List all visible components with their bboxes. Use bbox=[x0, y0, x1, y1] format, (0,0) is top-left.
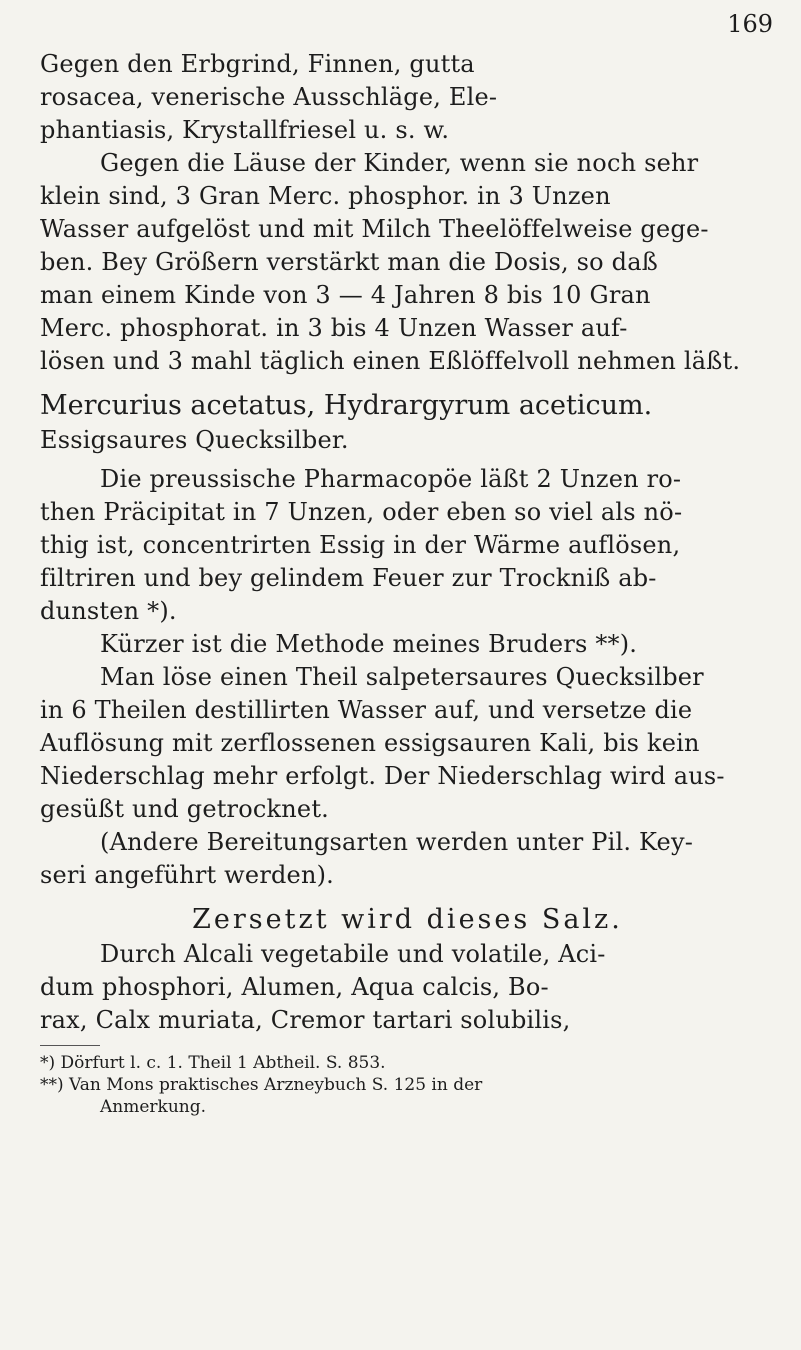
section-subheading: Essigsaures Quecksilber. bbox=[40, 426, 349, 454]
text-line: then Präcipitat in 7 Unzen, oder eben so viel als nö- bbox=[40, 498, 683, 526]
text-line: phantiasis, Krystallfriesel u. s. w. bbox=[40, 116, 450, 144]
text-line: Wasser aufgelöst und mit Milch Theelöffelweise gege- bbox=[40, 215, 709, 243]
text-line: in 6 Theilen destillirten Wasser auf, und versetze die bbox=[40, 696, 693, 724]
text-line: gesüßt und getrocknet. bbox=[40, 795, 330, 823]
text-line: filtriren und bey gelindem Feuer zur Trockniß ab- bbox=[40, 564, 657, 592]
text-line: Kürzer ist die Methode meines Bruders **). bbox=[100, 630, 638, 658]
text-line: Merc. phosphorat. in 3 bis 4 Unzen Wasser auf- bbox=[40, 314, 628, 342]
section-heading: Zersetzt wird dieses Salz. bbox=[192, 904, 623, 935]
text-line: lösen und 3 mahl täglich einen Eßlöffelvoll nehmen läßt. bbox=[40, 347, 741, 375]
text-line: Niederschlag mehr erfolgt. Der Niederschlag wird aus- bbox=[40, 762, 725, 790]
footnote: **) Van Mons praktisches Arzneybuch S. 125 in der bbox=[40, 1075, 483, 1095]
text-line: dum phosphori, Alumen, Aqua calcis, Bo- bbox=[40, 973, 549, 1001]
text-line: Gegen den Erbgrind, Finnen, gutta bbox=[40, 50, 475, 78]
text-line: ben. Bey Größern verstärkt man die Dosis, so daß bbox=[40, 248, 658, 276]
text-line: Durch Alcali vegetabile und volatile, Aci- bbox=[100, 940, 606, 968]
text-line: klein sind, 3 Gran Merc. phosphor. in 3 Unzen bbox=[40, 182, 611, 210]
text-line: Man löse einen Theil salpetersaures Quecksilber bbox=[100, 663, 704, 691]
text-line: rax, Calx muriata, Cremor tartari solubilis, bbox=[40, 1006, 571, 1034]
text-line: seri angeführt werden). bbox=[40, 861, 335, 889]
footnote: Anmerkung. bbox=[100, 1097, 207, 1117]
page-number: 169 bbox=[727, 10, 773, 38]
footnote: *) Dörfurt l. c. 1. Theil 1 Abtheil. S. 853. bbox=[40, 1053, 386, 1073]
section-heading: Mercurius acetatus, Hydrargyrum aceticum. bbox=[40, 390, 653, 421]
text-line: Gegen die Läuse der Kinder, wenn sie noch sehr bbox=[100, 149, 699, 177]
text-line: Auflösung mit zerflossenen essigsauren Kali, bis kein bbox=[40, 729, 700, 757]
text-line: dunsten *). bbox=[40, 597, 177, 625]
text-line: (Andere Bereitungsarten werden unter Pil. Key- bbox=[100, 828, 694, 856]
text-line: rosacea, venerische Ausschläge, Ele- bbox=[40, 83, 498, 111]
text-line: Die preussische Pharmacopöe läßt 2 Unzen ro- bbox=[100, 465, 682, 493]
page-text bbox=[40, 48, 775, 1118]
footnote-divider bbox=[40, 1045, 100, 1046]
text-line: man einem Kinde von 3 — 4 Jahren 8 bis 10 Gran bbox=[40, 281, 651, 309]
text-line: thig ist, concentrirten Essig in der Wärme auflösen, bbox=[40, 531, 681, 559]
